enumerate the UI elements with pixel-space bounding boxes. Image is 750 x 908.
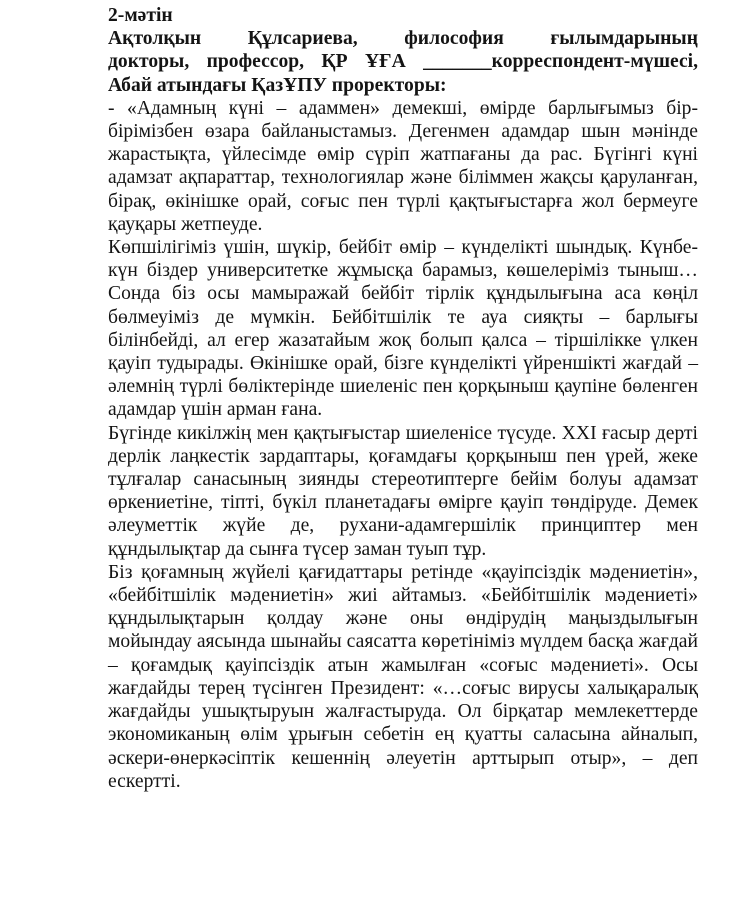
author-line-1: Ақтолқын Құлсариева, философия ғылымдарының xyxy=(108,28,698,50)
text-number-heading: 2-мәтін xyxy=(108,5,173,26)
author-line-3: Абай атындағы ҚазҰПУ проректоры: xyxy=(108,74,447,96)
author-line-2: докторы, профессор, ҚР ҰҒА _______корреспондент-мүшесі, xyxy=(108,51,698,73)
paragraph-2: Көпшілігіміз үшін, шүкір, бейбіт өмір – күнделікті шындық. Күнбе-күн біздер университетке жұмысқа барамыз, көшелеріміз тыныш… Сонда біз осы мамыражай бейбіт тірлік құндылығына аса көңіл бөлмеуіміз де мүмкін. Бейбітшілік те ауа сияқты – барлығы білінбейді, ал егер жазатайым жоқ болып қалса – тіршілікке үлкен қауіп тудырады. Өкінішке орай, бізге күнделікті үйреншікті жағдай – әлемнің түрлі бөліктерінде шиеленіс пен қорқыныш қаупіне бөленген адамдар үшін арман ғана. xyxy=(108,237,698,421)
paragraph-4: Біз қоғамның жүйелі қағидаттары ретінде «қауіпсіздік мәдениетін», «бейбітшілік мәдениетін» жиі айтамыз. «Бейбітшілік мәдениеті» құндылықтарын қолдау және оны өндірудің маңыздылығын мойындау аясында шынайы саясатта көретініміз мүлдем басқа жағдай – қоғамдық қауіпсіздік атын жамылған «соғыс мәдениеті». Осы жағдайды терең түсінген Президент: «…соғыс вирусы халықаралық жағдайды ушықтыруын жалғастыруда. Ол бірқатар мемлекеттерде экономиканың өлім ұрығын себетін ең қуатты саласына айналып, әскери-өнеркәсіптік кешеннің әлеуетін арттырып отыр», – деп ескертті. xyxy=(108,561,698,792)
paragraph-1: - «Адамның күні – адаммен» демекші, өмірде барлығымыз бір-бірімізбен өзара байланыстамыз. Дегенмен адамдар шын мәнінде жарастықта, үйлесімде өмір сүріп жатпағаны да рас. Бүгінгі күні адамзат ақпараттар, технологиялар және біліммен жақсы қаруланған, бірақ, өкінішке орай, соғыс пен түрлі қақтығыстарға жол бермеуге қауқары жетпеуде. xyxy=(108,97,698,235)
paragraph-3: Бүгінде кикілжің мен қақтығыстар шиеленісе түсуде. XXI ғасыр дерті дерлік лаңкестік зардаптары, қоғамдағы қорқыныш пен үрей, жеке тұлғалар санасының зиянды стереотиптерге бейім болуы адамзат өркениетіне, тіпті, бүкіл планетадағы өмірге қауіп төндіруде. Демек әлеуметтік жүйе де, рухани-адамгершілік принциптер мен құндылықтар да сынға түсер заман туып тұр. xyxy=(108,422,698,560)
document-page xyxy=(108,4,698,793)
